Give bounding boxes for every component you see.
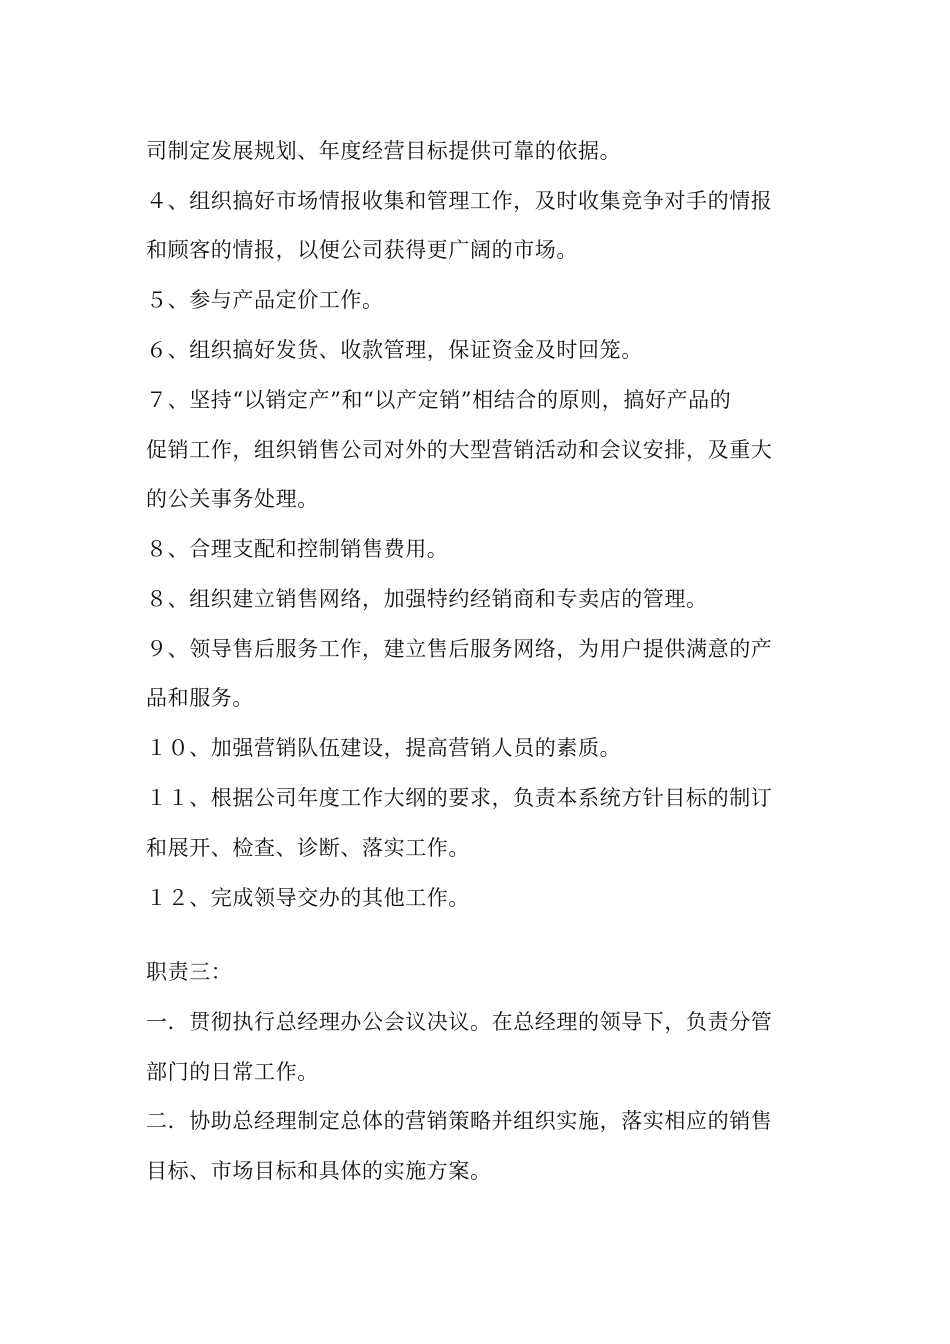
text-line: １２、完成领导交办的其他工作。	[146, 886, 470, 910]
text-line: １１、根据公司年度工作大纲的要求，负责本系统方针目标的制订	[146, 786, 773, 810]
text-line: ９、领导售后服务工作，建立售后服务网络，为用户提供满意的产	[146, 637, 773, 661]
text-line: 品和服务。	[146, 686, 254, 710]
text-line: 促销工作，组织销售公司对外的大型营销活动和会议安排，及重大	[146, 438, 773, 462]
text-line: ４、组织搞好市场情报收集和管理工作，及时收集竞争对手的情报	[146, 189, 773, 213]
text-line: ８、合理支配和控制销售费用。	[146, 537, 449, 561]
text-line: １０、加强营销队伍建设，提高营销人员的素质。	[146, 736, 622, 760]
section-heading: 职责三：	[146, 960, 233, 984]
text-line: 二．协助总经理制定总体的营销策略并组织实施，落实相应的销售	[146, 1109, 773, 1133]
text-line: 和顾客的情报，以便公司获得更广阔的市场。	[146, 238, 578, 262]
text-line: ５、参与产品定价工作。	[146, 288, 384, 312]
text-line: ６、组织搞好发货、收款管理，保证资金及时回笼。	[146, 338, 643, 362]
text-line: 和展开、检查、诊断、落实工作。	[146, 836, 470, 860]
text-line: 一．贯彻执行总经理办公会议决议。在总经理的领导下，负责分管	[146, 1010, 773, 1034]
text-line: 司制定发展规划、年度经营目标提供可靠的依据。	[146, 139, 622, 163]
text-line: ８、组织建立销售网络，加强特约经销商和专卖店的管理。	[146, 587, 708, 611]
text-line: 部门的日常工作。	[146, 1060, 319, 1084]
text-line: 目标、市场目标和具体的实施方案。	[146, 1159, 492, 1183]
text-line: ７、坚持“以销定产”和“以产定销”相结合的原则，搞好产品的	[146, 388, 732, 412]
text-line: 的公关事务处理。	[146, 487, 319, 511]
